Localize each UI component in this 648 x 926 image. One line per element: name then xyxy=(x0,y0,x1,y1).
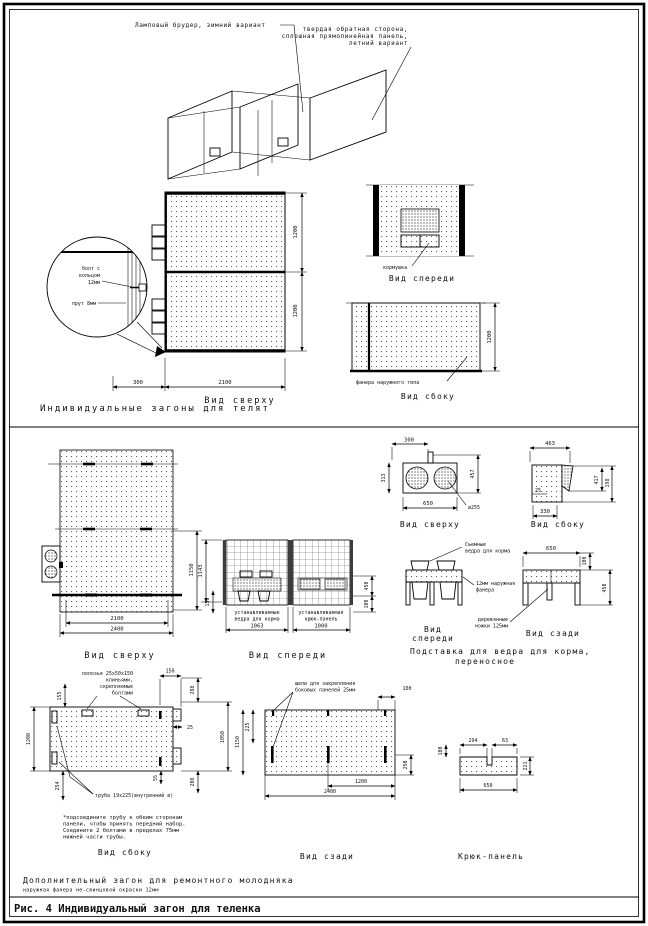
dim-sp-1200: 1200 xyxy=(26,732,32,746)
section2-caption-line2: наружная фанера не-свинцовой окраски 12мм xyxy=(23,887,159,894)
caption-side-panel: Вид сбоку xyxy=(97,848,153,857)
note-line2: панели, чтобы принять передний набор. xyxy=(63,821,186,828)
dim-hp-294: 294 xyxy=(468,738,478,744)
dim-rear-650: 650 xyxy=(546,546,556,552)
dim-hp-100: 100 xyxy=(438,746,444,756)
dim-rp-1150: 1150 xyxy=(235,735,241,749)
dim-rp-1200: 1200 xyxy=(354,779,368,785)
dim-hp-221: 221 xyxy=(523,761,529,771)
label-slots-line2: боковых панелей 25мм xyxy=(295,687,356,694)
label-hole-diameter: ø255 xyxy=(468,505,481,511)
isometric-drawing xyxy=(168,70,386,179)
dim-sp-288: 288 xyxy=(190,685,196,695)
caption-plan2: Вид сверху xyxy=(84,651,156,661)
hook-panel-view xyxy=(438,738,534,861)
label-hookpanel-line1: устанавливаемая xyxy=(298,610,344,616)
figure-title: Рис. 4 Индивидуальный загон для теленка xyxy=(14,903,261,915)
stand-top-view xyxy=(381,438,481,530)
label-plywood12-line2: фанера xyxy=(476,587,495,594)
stand-caption-line2: переносное xyxy=(455,657,516,666)
label-runners-line4: болтами xyxy=(111,690,133,697)
label-rod: прут 8мм xyxy=(71,301,96,307)
pen-side-view xyxy=(346,303,500,401)
feeder-boxes xyxy=(152,225,165,334)
label-bolt-line2: кольцом xyxy=(78,273,100,279)
label-tube: труба 19х225(внутренний ø) xyxy=(95,793,174,799)
dim-rear-100: 100 xyxy=(582,556,588,566)
dim-rp-100: 100 xyxy=(402,686,412,692)
section2-caption-line1: Дополнительный загон для ремонтного молодняка xyxy=(23,876,294,885)
dim-stand-198: 198 xyxy=(605,478,611,488)
dim-300: 300 xyxy=(133,380,143,386)
section1-caption: Индивидуальные загоны для телят xyxy=(40,404,270,414)
dim-plan-2100: 2100 xyxy=(110,616,124,622)
front-panels-view xyxy=(198,540,376,661)
dim-rp-250: 250 xyxy=(403,760,409,770)
label-slots-line1: щели для закрепления xyxy=(295,681,356,687)
dim-hp-63: 63 xyxy=(501,738,509,744)
dim-stand-25: 25 xyxy=(535,488,542,494)
label-wood-legs-line2: ножки 125мм xyxy=(474,623,508,630)
label-bolt-line1: болт с xyxy=(81,266,100,272)
label-plywood12-line1: 12мм наружная xyxy=(476,581,516,587)
dim-rp-2400: 2400 xyxy=(323,789,337,795)
note-line3: Соедините 2 болтами в пределах 75мм xyxy=(63,828,179,834)
dim-2100: 2100 xyxy=(218,380,232,386)
dim-stand-417: 417 xyxy=(594,475,600,485)
dim-stand-463: 463 xyxy=(545,441,555,447)
dim-sp-155: 155 xyxy=(57,691,63,701)
label-bolt-line3: 12мм xyxy=(87,280,100,286)
dim-fp-450: 450 xyxy=(364,581,370,591)
caption-stand-rear: Вид сзади xyxy=(525,629,581,638)
dim-rp-225: 225 xyxy=(245,722,251,732)
dim-1000: 1000 xyxy=(314,623,328,630)
label-runners-line2: клиньями, xyxy=(105,677,133,684)
dim-side-1200: 1200 xyxy=(487,330,493,344)
side-panel-view xyxy=(26,669,232,858)
dim-fp-100: 100 xyxy=(364,599,370,609)
caption-stand-top: Вид сверху xyxy=(399,520,461,529)
dim-stand-650: 650 xyxy=(423,501,433,507)
annotation-side-line3: летний вариант xyxy=(349,40,408,47)
label-removable-buckets-line1: Съемные xyxy=(465,542,487,548)
caption-plan-view: Вид сверху xyxy=(204,396,276,406)
label-wood-legs-line1: деревянные xyxy=(477,617,508,623)
dim-sp-208: 208 xyxy=(190,777,196,787)
rear-panel-view xyxy=(235,681,414,861)
label-buckets-line1: устанавливаемые xyxy=(234,610,280,616)
dim-stand-330: 330 xyxy=(540,509,550,515)
pen-front-view xyxy=(366,185,474,283)
stand-side-view xyxy=(530,441,616,529)
annotation-side-line1: твердая обратная сторона, xyxy=(302,26,408,33)
detail-circle xyxy=(47,237,166,357)
label-feeder: кормушка xyxy=(383,265,408,271)
label-runners-line3: скрепляемые xyxy=(99,684,133,690)
panel-plan-view xyxy=(42,450,202,661)
dim-hp-650: 650 xyxy=(483,783,493,789)
dim-fp-150: 150 xyxy=(205,597,211,607)
annotation-side-line2: сплошная прямолинейная панель, xyxy=(281,33,408,40)
caption-front-view: Вид спереди xyxy=(388,274,456,283)
dim-stand-313: 313 xyxy=(381,473,387,483)
caption-stand-side: Вид сбоку xyxy=(530,520,586,529)
dim-sp-25: 25 xyxy=(187,725,194,731)
caption-stand-front-line2: спереди xyxy=(411,634,455,643)
dim-plan-2400: 2400 xyxy=(110,626,124,633)
caption-side-view: Вид сбоку xyxy=(400,392,456,401)
dim-1200-top: 1200 xyxy=(293,225,299,239)
label-plywood: фанера наружного типа xyxy=(356,380,420,386)
label-runners-line1: полозья 25х50х150 xyxy=(81,671,133,677)
annotation-brooder: Ламповый брудер, зимний вариант xyxy=(135,22,266,29)
dim-1063: 1063 xyxy=(250,623,264,630)
caption-rear-panel: Вид сзади xyxy=(299,852,355,861)
dim-sp-55: 55 xyxy=(153,774,159,782)
isometric-annotations xyxy=(135,22,411,120)
stand-caption-line1: Подставка для ведра для корма, xyxy=(410,647,591,656)
dim-sp-150: 150 xyxy=(165,668,175,675)
dim-rear-450: 450 xyxy=(602,583,608,593)
caption-front-panels: Вид спереди xyxy=(248,651,328,661)
dim-plan-1150: 1150 xyxy=(189,563,195,577)
dim-sp-1050: 1050 xyxy=(220,730,226,744)
bucket-stand-attachment xyxy=(42,546,63,582)
stand-rear-view xyxy=(475,546,613,638)
note-line4: нижней части трубы. xyxy=(63,834,126,841)
label-removable-buckets-line2: ведра для корма xyxy=(465,548,511,555)
label-hookpanel-line2: крюк-панель xyxy=(304,616,338,623)
dim-1200-bottom: 1200 xyxy=(293,304,299,318)
label-buckets-line2: ведра для корма xyxy=(234,616,280,623)
caption-stand-front-line1: Вид xyxy=(423,625,443,634)
note-line1: *подсоедините трубу к обеим сторонам xyxy=(63,815,183,821)
dim-sp-254: 254 xyxy=(55,781,61,791)
dim-stand-300: 300 xyxy=(404,437,414,444)
dim-stand-457: 457 xyxy=(470,469,476,479)
caption-hook-panel: Крюк-панель xyxy=(458,852,525,861)
dim-1143: 1143 xyxy=(198,564,204,578)
